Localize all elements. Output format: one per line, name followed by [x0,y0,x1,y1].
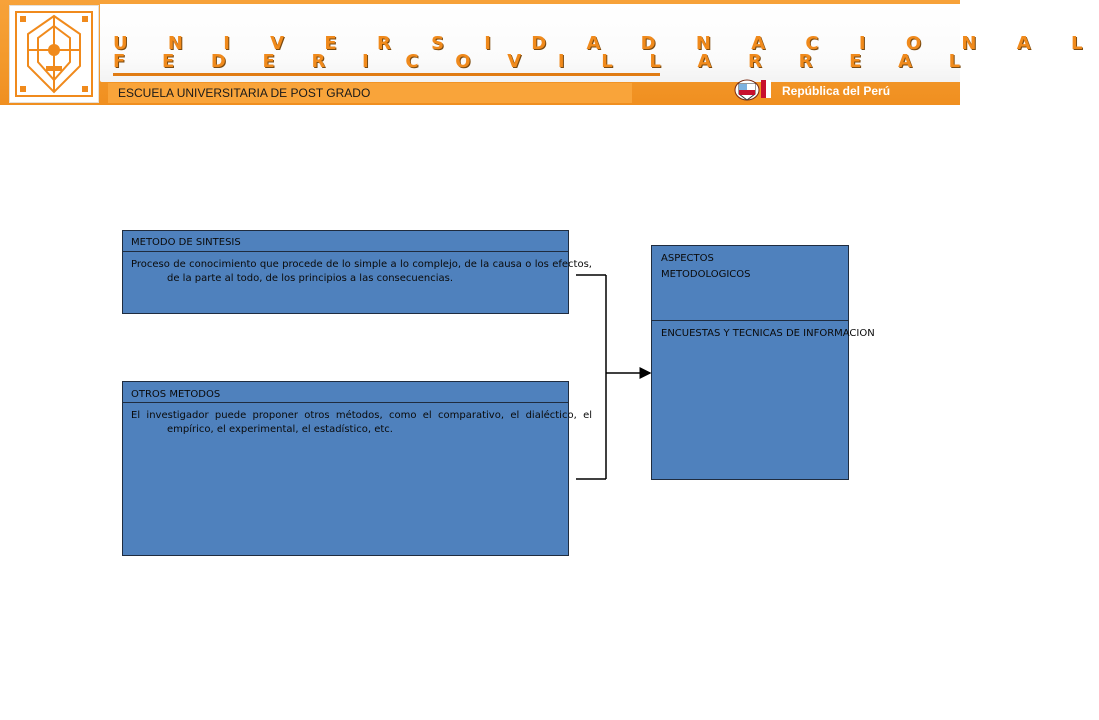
otros-metodos-title: OTROS METODOS [131,389,221,400]
university-name-line2: F E D E R I C O V I L L A R R E A L [113,51,976,72]
encuestas-tecnicas-text: ENCUESTAS Y TECNICAS DE INFORMACION [661,328,875,339]
otros-metodos-description: El investigador puede proponer otros métodos, como el comparativo, el dialéctico, el empírico, el experimental, el estadístico, etc. [131,410,592,435]
metodo-sintesis-title: METODO DE SINTESIS [131,237,241,248]
metodo-sintesis-description: Proceso de conocimiento que procede de lo simple a lo complejo, de la causa o los efectos, de la parte al todo, de los principios a las consecuencias. [131,259,592,284]
aspectos-metodologicos-title: ASPECTOS METODOLOGICOS [661,253,751,280]
school-label: ESCUELA UNIVERSITARIA DE POST GRADO [118,86,371,100]
republic-label: República del Perú [782,84,891,98]
university-name-line1: U N I V E R S I D A D N A C I O N A L [113,33,1099,54]
